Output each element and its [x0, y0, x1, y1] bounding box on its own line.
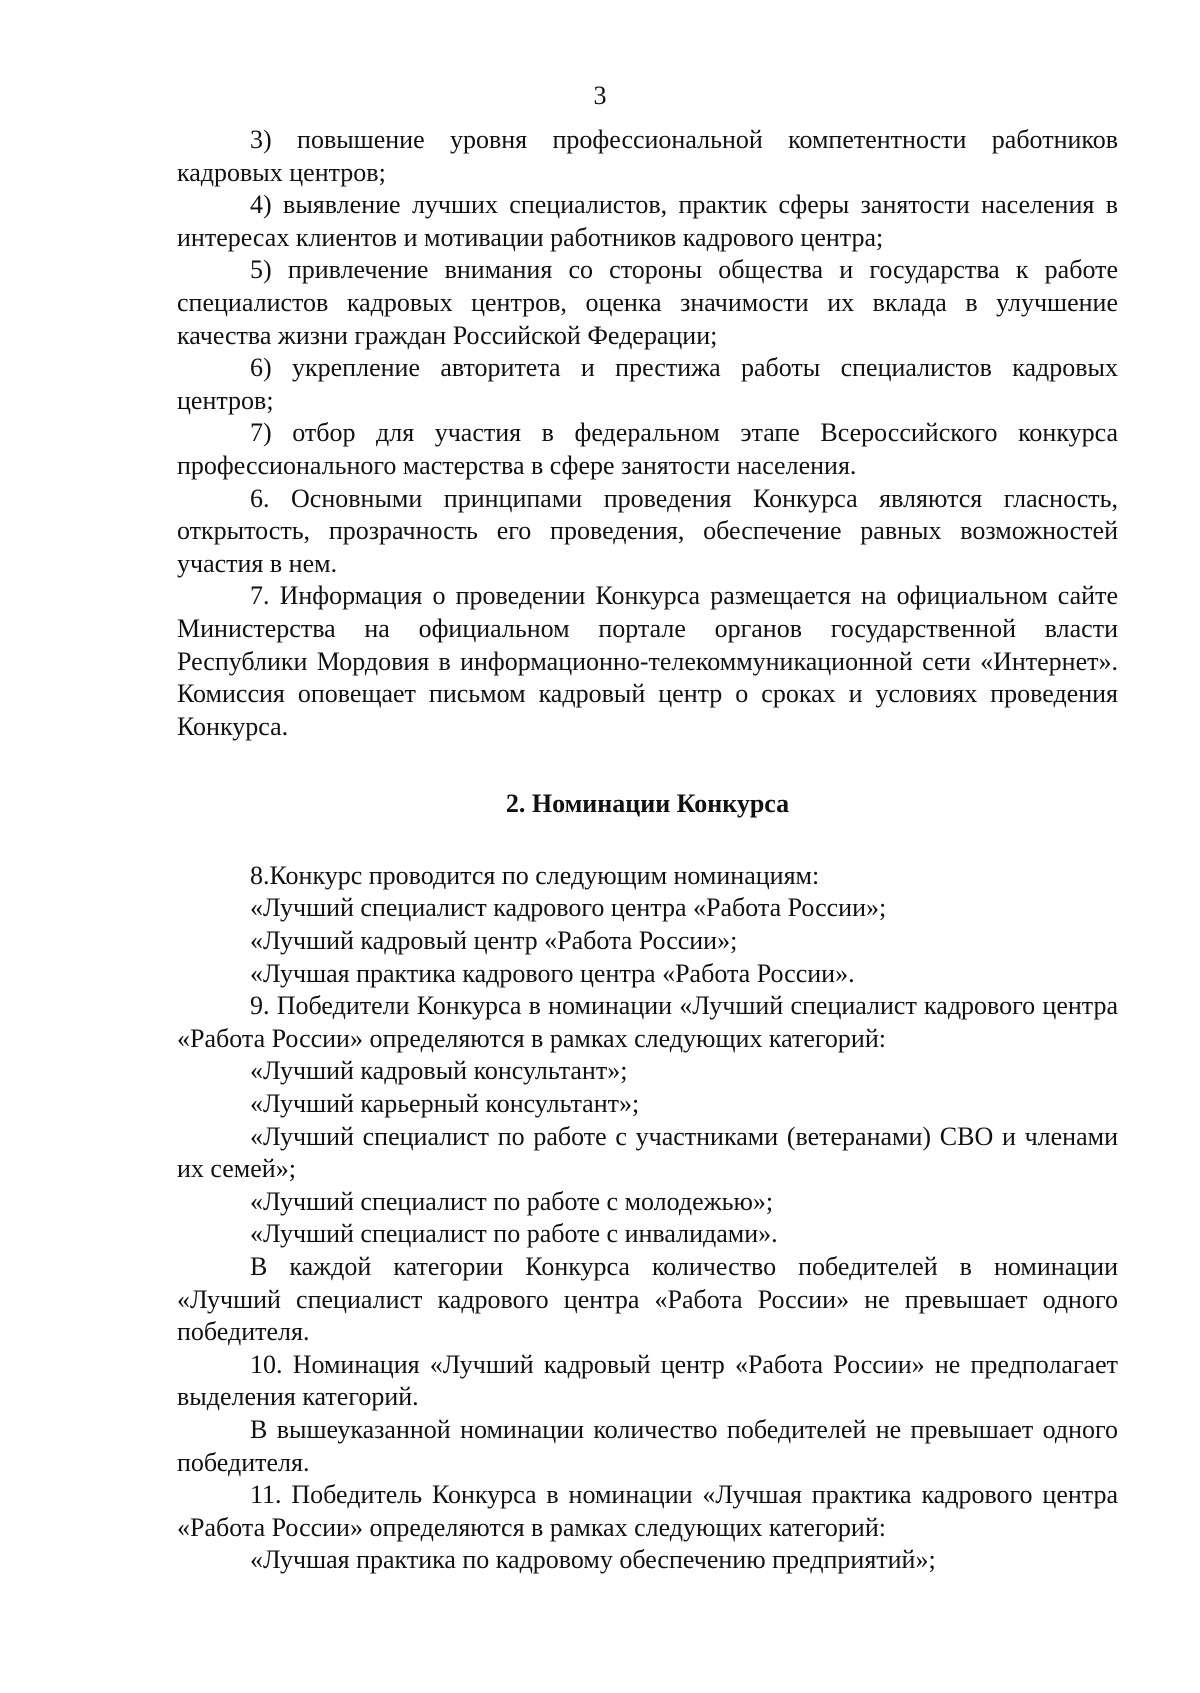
document-body: [177, 124, 1118, 1577]
paragraph: 5) привлечение внимания со стороны общества и государства к работе специалистов кадровых центров, оценка значимости их вклада в улучшение качества жизни граждан Российской Федерации;: [177, 255, 1118, 350]
paragraph: 4) выявление лучших специалистов, практик сферы занятости населения в интересах клиентов и мотивации работников кадрового центра;: [177, 190, 1118, 252]
paragraph: 10. Номинация «Лучший кадровый центр «Работа России» не предполагает выделения категорий.: [177, 1349, 1118, 1412]
paragraph: «Лучшая практика по кадровому обеспечению предприятий»;: [250, 1545, 936, 1575]
spacer: [177, 743, 1118, 788]
paragraph: «Лучший специалист по работе с участниками (ветеранами) СВО и членами их семей»;: [177, 1121, 1118, 1184]
paragraph: «Лучший кадровый центр «Работа России»;: [250, 926, 738, 956]
paragraph: В каждой категории Конкурса количество победителей в номинации «Лучший специалист кадрового центра «Работа России» не превышает одного победителя.: [177, 1252, 1118, 1347]
paragraph: «Лучший кадровый консультант»;: [250, 1056, 628, 1086]
paragraph: 7) отбор для участия в федеральном этапе Всероссийского конкурса профессионального мастерства в сфере занятости населения.: [177, 418, 1118, 480]
paragraph: «Лучший специалист по работе с инвалидами».: [250, 1219, 778, 1249]
paragraph: 6) укрепление авторитета и престижа работы специалистов кадровых центров;: [177, 353, 1118, 415]
section-heading: 2. Номинации Конкурса: [505, 789, 790, 819]
paragraph: 9. Победители Конкурса в номинации «Лучший специалист кадрового центра «Работа России» определяются в рамках следующих категорий:: [177, 991, 1118, 1053]
spacer: [177, 821, 1118, 860]
paragraph: 6. Основными принципами проведения Конкурса являются гласность, открытость, прозрачность его проведения, обеспечение равных возможностей участия в нем.: [177, 483, 1118, 578]
paragraph: «Лучший специалист по работе с молодежью»;: [250, 1186, 774, 1216]
paragraph: 8.Конкурс проводится по следующим номинациям:: [250, 860, 820, 890]
paragraph: 7. Информация о проведении Конкурса размещается на официальном сайте Министерства на официальном портале органов государственной власти Республики Мордовия в информационно-телекоммуникационной сети «Интернет». Комиссия оповещает письмом кадровый центр о сроках и условиях проведения Конкурса.: [177, 581, 1118, 741]
paragraph: «Лучший специалист кадрового центра «Работа России»;: [250, 893, 887, 923]
paragraph: 3) повышение уровня профессиональной компетентности работников кадровых центров;: [177, 125, 1118, 187]
paragraph: «Лучший карьерный консультант»;: [250, 1089, 640, 1119]
paragraph: В вышеуказанной номинации количество победителей не превышает одного победителя.: [177, 1414, 1118, 1477]
paragraph: «Лучшая практика кадрового центра «Работа России».: [250, 958, 855, 988]
page-number: 3: [593, 81, 607, 110]
paragraph: 11. Победитель Конкурса в номинации «Лучшая практика кадрового центра «Работа России» определяются в рамках следующих категорий:: [177, 1480, 1118, 1542]
